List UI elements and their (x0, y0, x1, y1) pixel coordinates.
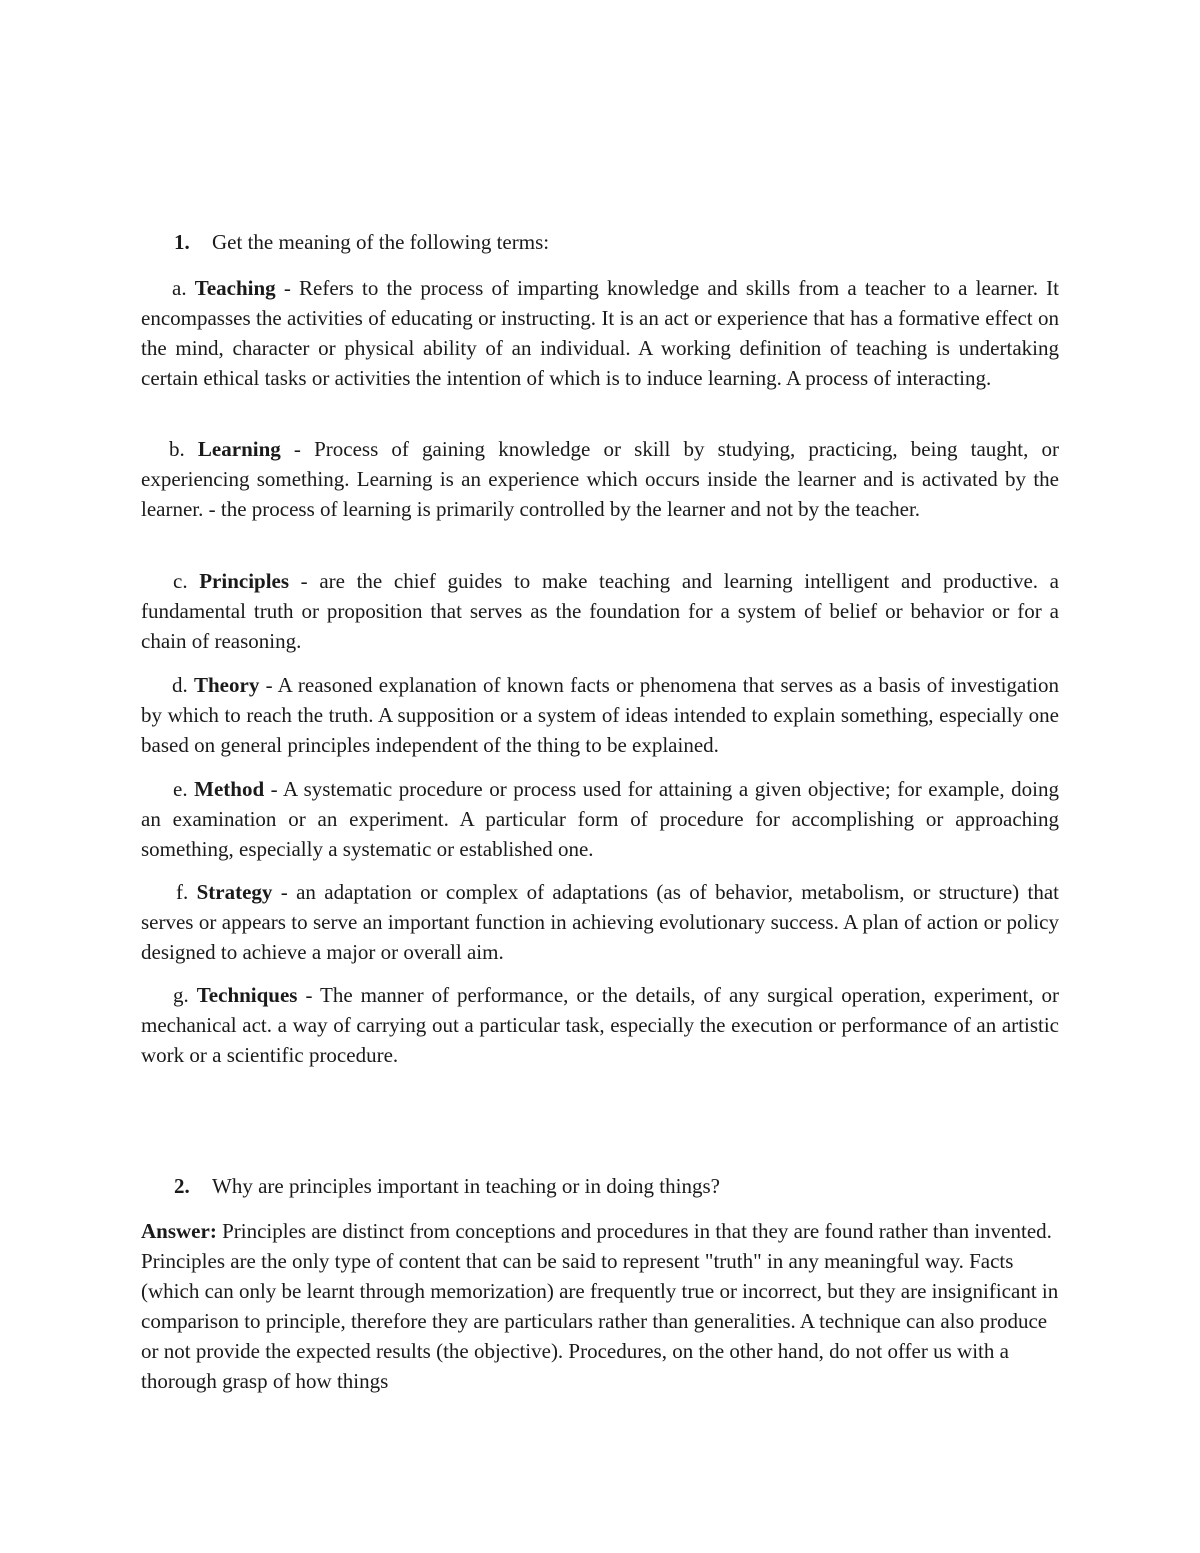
term-teaching (141, 273, 1059, 393)
term-method (141, 774, 1059, 864)
question-2-answer (141, 1216, 1059, 1396)
term-definition: - an adaptation or complex of adaptations (as of behavior, metabolism, or structure) that serves or appears to serve an important function in achieving evolutionary success. A plan of action or policy designed to achieve a major or overall aim. (141, 880, 1060, 964)
question-1-heading (174, 227, 549, 257)
question-1-prompt: Get the meaning of the following terms: (212, 230, 550, 254)
term-strategy (141, 877, 1059, 967)
question-2-prompt: Why are principles important in teaching or in doing things? (212, 1174, 720, 1198)
term-word: Learning (197, 437, 281, 461)
term-techniques (141, 980, 1059, 1070)
term-letter: c. (173, 569, 188, 593)
term-word: Method (194, 777, 265, 801)
term-letter: g. (173, 983, 189, 1007)
term-definition: - A reasoned explanation of known facts or phenomena that serves as a basis of investigation by which to reach the truth. A supposition or a system of ideas intended to explain something, especially one based on general principles independent of the thing to be explained. (141, 673, 1059, 757)
term-letter: f. (176, 880, 189, 904)
term-definition: - Process of gaining knowledge or skill by studying, practicing, being taught, or experiencing something. Learning is an experience which occurs inside the learner and is activated by the learner. - the process of learning is primarily controlled by the learner and not by the teacher. (141, 437, 1060, 521)
term-word: Theory (194, 673, 260, 697)
term-word: Teaching (194, 276, 276, 300)
term-definition: - The manner of performance, or the details, of any surgical operation, experiment, or mechanical act. a way of carrying out a particular task, especially the execution or performance of an artistic work or a scientific procedure. (141, 983, 1059, 1067)
term-word: Techniques (196, 983, 298, 1007)
term-definition: - Refers to the process of imparting knowledge and skills from a teacher to a learner. It encompasses the activities of educating or instructing. It is an act or experience that has a formative effect on the mind, character or physical ability of an individual. A working definition of teaching is undertaking certain ethical tasks or activities the intention of which is to induce learning. A process of interacting. (141, 276, 1060, 390)
question-2-number: 2. (174, 1174, 190, 1198)
term-word: Strategy (196, 880, 273, 904)
term-definition: - are the chief guides to make teaching and learning intelligent and productive. a fundamental truth or proposition that serves as the foundation for a system of belief or behavior or for a chain of reasoning. (141, 569, 1059, 653)
term-definition: - A systematic procedure or process used for attaining a given objective; for example, doing an examination or an experiment. A particular form of procedure for accomplishing or approaching something, especially a systematic or established one. (141, 777, 1059, 861)
question-1-number: 1. (174, 230, 190, 254)
term-letter: d. (172, 673, 188, 697)
question-2-heading (174, 1171, 720, 1201)
term-letter: b. (169, 437, 185, 461)
term-word: Principles (199, 569, 290, 593)
term-principles (141, 566, 1059, 656)
term-letter: e. (173, 777, 188, 801)
term-letter: a. (172, 276, 187, 300)
answer-label: Answer: (141, 1219, 217, 1243)
term-learning (141, 434, 1059, 524)
answer-text: Principles are distinct from conceptions and procedures in that they are found rather than invented. Principles are the only type of content that can be said to represent "truth" in any meaningful way. Facts (which can only be learnt through memorization) are frequently true or incorrect, but they are insignificant in comparison to principle, therefore they are particulars rather than generalities. A technique can also produce or not provide the expected results (the objective). Procedures, on the other hand, do not offer us with a thorough grasp of how things (141, 1219, 1059, 1393)
term-theory (141, 670, 1059, 760)
